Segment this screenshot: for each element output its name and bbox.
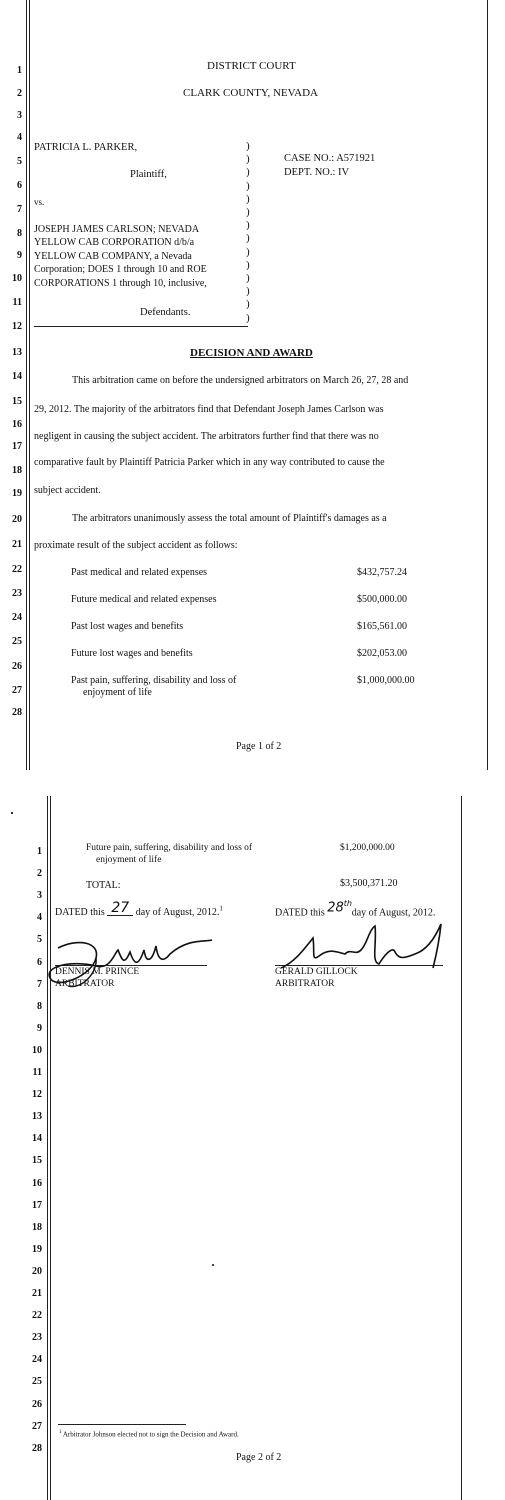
line-number: 21 [32,1288,42,1299]
left-margin-rule [50,796,51,1500]
line-number: 19 [32,1243,42,1255]
total-amount: $3,500,371.20 [340,878,398,889]
handwritten-day-suffix: th [343,899,352,908]
line-number: 10 [12,273,22,284]
caption-bracket: ) [246,140,250,152]
caption-bracket: ) [246,153,250,166]
dated-text: day of August, 2012. [351,907,436,919]
line-number: 17 [32,1199,42,1211]
case-number: CASE NO.: A571921 [284,153,376,164]
defendant-line: YELLOW CAB CORPORATION d/b/a [34,237,195,248]
paragraph-line: negligent in causing the subject accident. The arbitrators further find that there was no [34,431,379,442]
left-margin-rule [47,796,48,1500]
plaintiff-role: Plaintiff, [130,169,167,180]
arbitrator-title: ARBITRATOR [275,979,335,989]
versus: vs. [34,197,45,207]
damage-label: Future pain, suffering, disability and loss of [86,843,253,853]
line-number: 23 [12,588,22,599]
damage-amount: $1,000,000.00 [357,675,415,686]
line-number: 25 [12,636,22,647]
damage-label: Past medical and related expenses [71,567,208,578]
caption-bracket: ) [246,272,250,284]
line-number: 7 [37,978,42,990]
handwritten-day-number: 28 [327,900,344,916]
footnote-rule [58,1424,186,1425]
line-number: 20 [32,1265,42,1277]
line-number: 2 [37,868,42,880]
department-number: DEPT. NO.: IV [284,167,350,178]
line-number: 12 [32,1089,42,1101]
line-number: 5 [37,934,42,946]
damage-amount: $1,200,000.00 [340,843,395,853]
caption-bracket: ) [246,232,250,245]
arbitrator-title: ARBITRATOR [55,979,115,989]
paragraph-line: The arbitrators unanimously assess the total amount of Plaintiff's damages as a [72,513,387,524]
line-number: 8 [17,228,22,239]
damage-amount: $165,561.00 [357,621,407,632]
damage-label: Past pain, suffering, disability and loss of [71,675,237,686]
paragraph-line: 29, 2012. The majority of the arbitrators find that Defendant Joseph James Carlson was [34,404,384,415]
damage-label: Future lost wages and benefits [71,648,193,659]
page-footer: Page 1 of 2 [236,741,282,752]
line-number: 11 [32,1067,42,1078]
damage-label: enjoyment of life [83,687,152,698]
caption-bracket: ) [246,285,250,298]
line-number: 23 [32,1332,42,1344]
line-number: 13 [12,347,22,358]
line-number: 25 [32,1376,42,1388]
dated-text: DATED this [55,907,105,918]
dated-right [275,899,436,919]
damage-label: Future medical and related expenses [71,594,217,605]
line-number: 24 [12,612,22,623]
line-number: 7 [17,204,22,215]
line-number: 9 [37,1022,42,1034]
line-number: 26 [12,661,22,672]
arbitrator-name: GERALD GILLOCK [275,967,358,977]
right-margin-rule [487,0,488,770]
line-number: 13 [32,1111,42,1123]
page-2 [0,790,505,1500]
line-number: 14 [12,371,22,382]
line-number: 18 [12,465,22,476]
handwritten-day [327,899,352,916]
caption-underline [34,326,248,327]
damage-amount: $432,757.24 [357,567,407,578]
line-number: 10 [32,1044,42,1056]
damage-label: Past lost wages and benefits [71,621,184,632]
plaintiff-name: PATRICIA L. PARKER, [34,142,138,153]
footnote-reference: 1 [219,904,223,913]
dated-text: DATED this [275,907,325,919]
arbitrator-name: DENNIS M. PRINCE [55,967,140,977]
caption-bracket: ) [246,311,250,324]
line-number: 15 [12,396,22,407]
stray-mark [11,812,13,814]
line-number: 14 [32,1133,42,1145]
line-number: 24 [32,1354,42,1366]
caption-bracket: ) [246,206,250,218]
caption-bracket: ) [246,298,250,311]
line-number: 28 [32,1442,42,1454]
defendant-line: YELLOW CAB COMPANY, a Nevada [34,251,192,262]
caption-bracket: ) [246,192,250,205]
defendants-role: Defendants. [140,307,191,318]
defendant-line: JOSEPH JAMES CARLSON; NEVADA [34,224,200,235]
county-name: CLARK COUNTY, NEVADA [183,87,318,99]
line-number: 3 [17,110,22,121]
handwritten-day: 27 [107,901,133,916]
line-number: 28 [12,707,22,718]
line-number: 26 [32,1398,42,1410]
paragraph-line: proximate result of the subject accident as follows: [34,540,238,551]
line-number: 27 [12,685,22,696]
court-name: DISTRICT COURT [207,60,296,72]
line-number: 1 [17,65,22,76]
line-number: 16 [32,1177,42,1189]
line-number: 18 [32,1221,42,1233]
caption-bracket: ) [246,219,250,232]
line-number: 27 [32,1420,42,1432]
dated-left [55,900,223,919]
line-number: 4 [17,132,22,143]
caption-bracket: ) [246,245,250,258]
left-margin-rule [29,0,30,770]
line-number: 22 [32,1310,42,1322]
line-number: 6 [17,180,22,191]
footnote-mark: 1 [59,1430,62,1435]
damage-label: enjoyment of life [96,855,162,865]
line-number: 17 [12,441,22,452]
line-number: 2 [17,88,22,99]
line-number: 8 [37,1000,42,1012]
footnote [59,1430,239,1438]
line-number: 5 [17,156,22,167]
page-footer: Page 2 of 2 [236,1452,282,1463]
line-number: 1 [37,846,42,857]
defendant-line: Corporation; DOES 1 through 10 and ROE [34,264,207,275]
dated-text: day of August, 2012. [135,907,220,918]
paragraph-line: comparative fault by Plaintiff Patricia Parker which in any way contributed to cause the [34,457,385,468]
left-margin-rule [26,0,27,770]
line-number: 21 [12,539,22,550]
caption-bracket: ) [246,258,250,271]
line-number: 6 [37,956,42,968]
caption-bracket: ) [246,179,250,192]
right-margin-rule [461,796,462,1500]
total-label: TOTAL: [86,880,121,891]
line-number: 11 [12,297,22,308]
paragraph-line: subject accident. [34,485,101,496]
caption-bracket: ) [246,166,250,179]
damage-amount: $500,000.00 [357,594,407,605]
line-number: 15 [32,1155,42,1167]
document-heading: DECISION AND AWARD [190,347,313,359]
defendant-line: CORPORATIONS 1 through 10, inclusive, [34,278,207,289]
line-number: 22 [12,564,22,575]
line-number: 4 [37,912,42,924]
line-number: 16 [12,419,22,430]
line-number: 20 [12,514,22,525]
line-number: 19 [12,488,22,499]
footnote-text: Arbitrator Johnson elected not to sign the Decision and Award. [62,1430,239,1439]
line-number: 12 [12,321,22,332]
line-number: 9 [17,250,22,261]
paragraph-line: This arbitration came on before the undersigned arbitrators on March 26, 27, 28 and [72,375,409,386]
stray-mark [212,1264,214,1266]
damage-amount: $202,053.00 [357,648,407,659]
line-number: 3 [37,890,42,902]
